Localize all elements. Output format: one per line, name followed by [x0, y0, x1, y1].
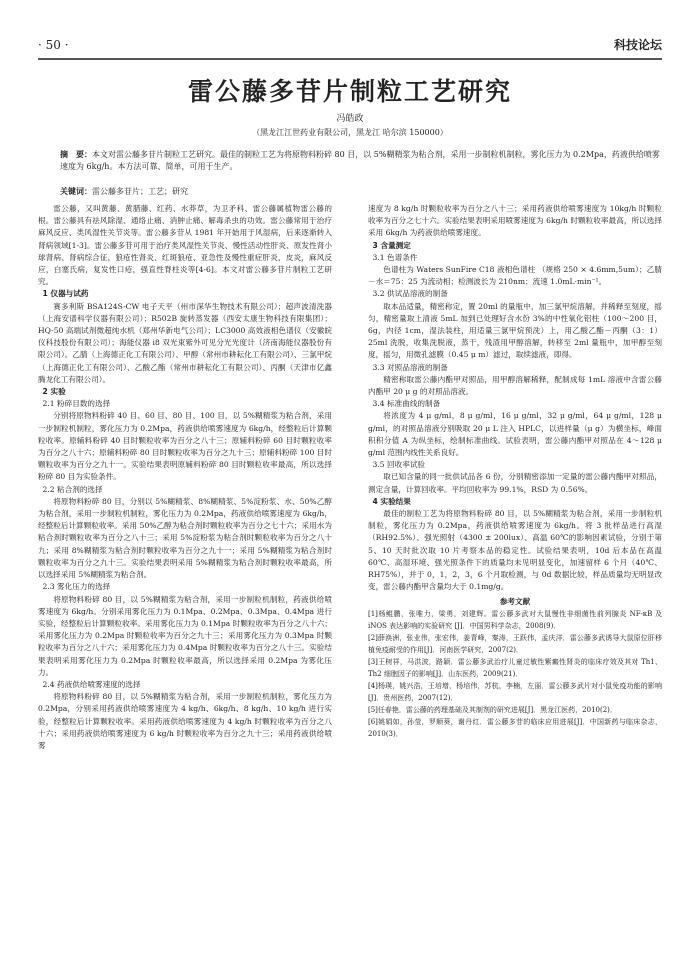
- subsection-heading: 3.5 回收率试验: [372, 460, 426, 470]
- paragraph: 取本品适量，精密称定，置 20ml 的量瓶中，加三氯甲烷溶解，并稀释至刻度，摇匀，精密量取上清液 5mL 加到已处理好含水份 3%的中性氧化铝柱（100～200 目，6g，内径 1cm，湿法装柱，用适量三氯甲烷预洗）上，用乙酸乙酯－丙酮（3：1）25ml 洗脱，收集洗脱液，蒸干，残渣用甲醇溶解，转移至 2ml 量瓶中，加甲醇至刻度，摇匀，用微孔滤膜（0.45 μ m）滤过，取续滤液，即得。: [368, 301, 662, 360]
- section-heading: 2 实验: [42, 387, 66, 397]
- paragraph: 赛多利斯 BSA124S-CW 电子天平（州市深华生物技术有限公司）；超声波清洗器（上海安谱科学仪器有限公司）；R502B 旋转蒸发器（西安太康生物科技有限集团）；HQ-50 高端试剂微超纯水机（郑州华新电气公司）；LC3000 高效液相色谱仪（安徽皖仪科技股份有限公司）；海能仪器 i8 双光束紫外可见分光光度计（济南海能仪器股份有限公司）。乙腈（上海德正化工有限公司）、甲醇（常州市耕耘化工有限公司）、三氯甲烷（上海德正化工有限公司）、乙酸乙酯（常州市耕耘化工有限公司）、丙酮（天津市亿鑫腾龙化工有限公司）。: [38, 301, 332, 384]
- paragraph: 分别将原物料粉碎 40 目、60 目、80 目、100 目，以 5%糊精浆为粘合剂，采用一步制粒机制粒，雾化压力为 0.2Mpa，药液供给喷雾速度为 6kg/h，经整粒后计算颗粒收率。原辅料粉碎 40 目时颗粒收率为百分之八十三；原辅料粉碎 60 目时颗粒收率为百分之八十六；原辅料粉碎 80 目时颗粒收率为百分之九十三；原辅料粉碎 100 目时颗粒收率为百分之九十一。实验结果表明原辅料粉碎 80 目时颗粒收率最高，所以选择粉碎 80 目为实验条件。: [38, 411, 332, 482]
- subsection-heading: 3.3 对照品溶液的制备: [372, 362, 448, 372]
- header-divider: [38, 58, 662, 60]
- section-label: 科技论坛: [613, 38, 662, 52]
- paragraph: 速度为 8 kg/h 时颗粒收率为百分之八十三；采用药液供给喷雾速度为 10kg/h 时颗粒收率为百分之七十六。实验结果表明采用喷雾速度为 6kg/h 时颗粒收率最高，所以选择采用 6kg/h 为药液供给喷雾速度。: [368, 204, 662, 238]
- paragraph: 将原物料粉碎 80 目，以 5%糊精浆为粘合剂，采用一步制粒机制粒，药液供给喷雾速度为 6kg/h。分别采用雾化压力为 0.1Mpa、0.2Mpa、0.3Mpa、0.4Mpa 进行实验，经整粒后计算颗粒收率。采用雾化压力为 0.1Mpa 时颗粒收率为百分之八十六；采用雾化压力为 0.2Mpa 时颗粒收率为百分之九十三；采用雾化压力为 0.3Mpa 时颗粒收率为百分之八十六；采用雾化压力为 0.4Mpa 时颗粒收率为百分之八十三。实验结果表明采用雾化压力为 0.2Mpa 时颗粒收率最高，所以选择采用 0.2Mpa 为雾化压力。: [38, 594, 332, 677]
- left-column: [38, 203, 332, 752]
- abstract-label: 摘 要：: [60, 150, 92, 159]
- subsection-heading: 2.1 粉碎目数的选择: [42, 399, 111, 409]
- keywords: [60, 186, 660, 198]
- abstract: [60, 149, 660, 173]
- page-number: · 50 ·: [38, 38, 69, 52]
- article-title: 雷公藤多苷片制粒工艺研究: [187, 77, 512, 106]
- paragraph: 色谱柱为 Waters SunFire C18 液相色谱柱 （规格 250 × 4.6mm,5um）；乙腈－水＝75：25 为流动相；检测波长为 210nm；流速 1.0mL·min⁻¹。: [368, 265, 662, 287]
- paragraph: 最佳的制粒工艺为将原物料粉碎 80 目，以 5%糊精浆为粘合剂，采用一步制粒机制粒，雾化压力为 0.2Mpa，药液供给喷雾速度为 6kg/h。将 3 批样品进行高湿（RH92.5%）、强光照射（4300 ± 200lux）、高温 60℃的影响因素试验，分别于第 5、10 天时批次取 10 片考察本品的稳定性。试验结果表明，10d 后本品在高温 60℃、高湿环境、强光照条件下的质量均未见明显变化，加速留样 6 个月（40℃、RH75%），并于 0，1，2，3，6 个月取检测，与 0d 数据比较，样品质量均无明显改变，雷公藤内酯甲含量均大于 0.1mg/g。: [368, 509, 662, 592]
- subsection-heading: 2.3 雾化压力的选择: [42, 582, 111, 592]
- paragraph: 将原物料粉碎 80 目，以 5%糊精浆为粘合剂，采用一步制粒机制粒，雾化压力为 0.2Mpa，分别采用药液供给喷雾速度为 4 kg/h、6kg/h、8 kg/h、10 kg/h 进行实验，经整粒后计算颗粒收率。采用药液供给喷雾速度为 4 kg/h 时颗粒收率为百分之八十六；采用药液供给喷雾速度为 6 kg/h 时颗粒收率为百分之九十三；采用药液供给喷雾: [38, 692, 332, 750]
- paragraph: 精密称取雷公藤内酯甲对照品，用甲醇溶解稀释，配制成每 1mL 溶液中含雷公藤内酯甲 20 μ g 的对照品溶液。: [368, 374, 662, 397]
- section-heading: 1 仪器与试药: [42, 289, 89, 299]
- subsection-heading: 3.1 色谱条件: [372, 252, 418, 262]
- subsection-heading: 2.2 粘合剂的选择: [42, 484, 103, 494]
- paragraph: 将原物料粉碎 80 目，分别以 5%糊精浆、8%糊精浆、5%淀粉浆、水、50%乙醇为粘合剂，采用一步制粒机制粒，雾化压力为 0.2Mpa，药液供给喷雾速度为 6kg/h，经整粒后计算颗粒收率。采用 50%乙醇为粘合剂时颗粒收率为百分之七十六；采用水为粘合剂时颗粒收率为百分之八十三；采用 5%淀粉浆为粘合剂时颗粒收率为百分之八十九；采用 8%糊精浆为粘合剂时颗粒收率为百分之九十一；采用 5%糊精浆为粘合剂时颗粒收率为百分之九十三。实验结果表明采用 5%糊精浆为粘合剂时颗粒收率最高，所以选择采用 5%糊精浆为粘合剂。: [38, 496, 332, 580]
- article-affiliation: （黑龙江江世药业有限公司，黑龙江 哈尔滨 150000）: [252, 128, 448, 137]
- page-header: [38, 36, 662, 58]
- keywords-text: 雷公藤多苷片；工艺；研究: [92, 187, 188, 196]
- references-title: 参考文献: [499, 596, 531, 606]
- subsection-heading: 2.4 药液供给喷雾速度的选择: [42, 679, 141, 689]
- paragraph: 将浓度为 4 μ g/ml，8 μ g/ml，16 μ g/ml，32 μ g/ml，64 μ g/ml，128 μ g/ml，的对照品溶液分别吸取 20 μ L 注入 HPLC，以进样量（μ g）为横坐标，峰面积积分值 A 为纵坐标，绘制标准曲线。试验表明，雷公藤内酯甲对照品在 4～128 μ g/ml 范围内线性关系良好。: [368, 411, 662, 458]
- reference-item: [2]薛涣洲，张业伟，张宏伟，姜青峰，秦涛，王跃伟，孟庆洋．雷公藤多武诱导大鼠原位肝移植免疫耐受的作用[J]．河南医学研究，2007(2)．: [368, 633, 662, 654]
- reference-item: [1]杨鲲鹏，张唯力，梁勇，刘建辉。雷公藤多武对大鼠慢性非细菌性前列腺炎 NF-κB 及 iNOS 表达影响的实验研究 [J]．中国男科学杂志，2008(9)．: [368, 609, 662, 630]
- keywords-label: 关键词：: [60, 187, 92, 196]
- reference-item: [5]任春艳．雷公藤的药理基础及其制剂的研究进展[J]．黑龙江医药，2010(2)．: [368, 705, 617, 714]
- right-column: [368, 203, 662, 740]
- abstract-text: 本文对雷公藤多苷片制粒工艺研究。最佳的制粒工艺为将原物料粉碎 80 目，以 5%糊精浆为粘合剂，采用一步制粒机制粒，雾化压力为 0.2Mpa，药液供给喷雾速度为 6kg/h。本方法可靠、简单，可用于生产。: [60, 150, 660, 171]
- reference-item: [4]杨瑛，姚兴浩，王培增，杨培伟，苏杭，李楠，左丽．雷公藤多武片对小鼠免疫功能的影响[J]．贵州医药，2007(12)．: [368, 681, 662, 702]
- references-list: [368, 608, 662, 740]
- article-author: 冯皓政: [336, 114, 364, 124]
- paragraph: 取已知含量的同一批供试品各 6 份，分别精密添加一定量的雷公藤内酯甲对照品，测定含量，计算回收率。平均回收率为 99.1%，RSD 为 0.56%。: [368, 472, 662, 494]
- right-column-body: [368, 203, 662, 594]
- section-heading: 3 含量测定: [372, 240, 411, 250]
- reference-item: [6]姚娟如，孙莹，罗顺葵，谢丹红．雷公藤多苷的临床应用进展[J]．中国新药与临床杂志，2010(3)．: [368, 717, 662, 738]
- subsection-heading: 3.2 供试品溶液的制备: [372, 289, 448, 299]
- subsection-heading: 3.4 标准曲线的制备: [372, 399, 441, 409]
- reference-item: [3]王树祥，马洪波，路颖．雷公藤多武治疗儿童过敏性紫癜性肾炎的临床疗效及其对 Th1、Th2 细胞因子的影响[J]．山东医药，2009(21)．: [368, 657, 662, 678]
- paragraph: 雷公藤，又叫黄藤、黄腊藤、红药、水莽草，为卫矛科、雷公藤属植物雷公藤的根。雷公藤具有祛风除湿、通络止痛、消肿止痛、解毒杀虫的功效。雷公藤常用于治疗麻风反应、类风湿性关节炎等。雷公藤多苷从 1981 年开始用于风湿病，后来逐渐转入肾病领域[1-3]。雷公藤多苷可用于治疗类风湿性关节炎、慢性活动性肝炎、原发性肾小球肾病、肾病综合征，狼疮性肾炎、红斑狼疮、亚急性及慢性重症肝炎，皮炎，麻风反应，白塞氏病，复发性口疮，强直性脊柱炎等[4-6]。本文对雷公藤多苷片制粒工艺研究。: [38, 204, 332, 287]
- section-heading: 4 实验结果: [372, 496, 411, 506]
